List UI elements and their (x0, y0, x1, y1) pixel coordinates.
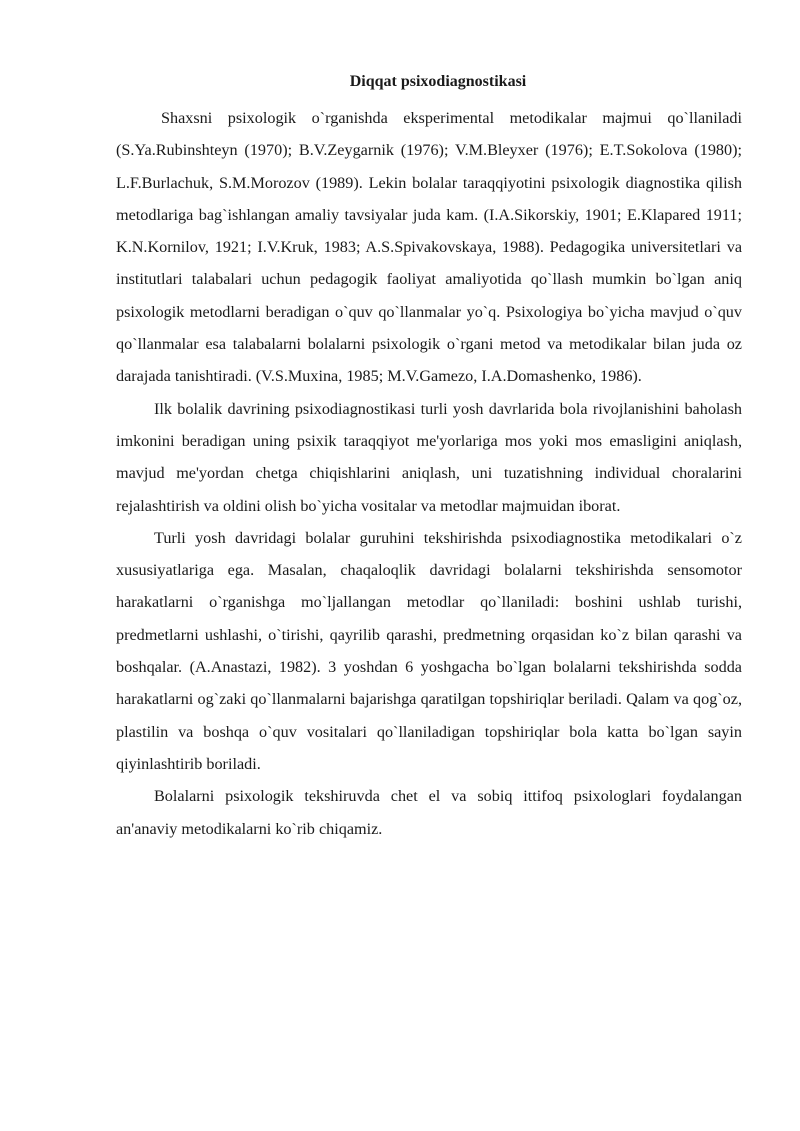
paragraph-4: Bolalarni psixologik tekshiruvda chet el va sobiq ittifoq psixologlari foydalangan an'anaviy metodikalarni ko`rib chiqamiz. (116, 787, 742, 838)
paragraph-3: Turli yosh davridagi bolalar guruhini tekshirishda psixodiagnostika metodikalari o`z xususiyatlariga ega. Masalan, chaqaloqlik davridagi bolalarni tekshirishda sensomotor harakatlarni o`rganishga mo`ljallangan metodlar qo`llaniladi: boshini ushlab turishi, predmetlarni ushlashi, o`tirishi, qayrilib qarashi, predmetning orqasidan ko`z bilan qarashi va boshqalar. (A.Anastazi, 1982). 3 yoshdan 6 yoshgacha bo`lgan bolalarni tekshirishda sodda harakatlarni og`zaki qo`llanmalarni bajarishga qaratilgan topshiriqlar beriladi. Qalam va qog`oz, plastilin va boshqa o`quv vositalari qo`llaniladigan topshiriqlar bola katta bo`lgan sayin qiyinlashtirib boriladi. (116, 528, 742, 773)
document-title: Diqqat psixodiagnostikasi (349, 73, 527, 90)
paragraph-1: Shaxsni psixologik o`rganishda eksperimental metodikalar majmui qo`llaniladi (S.Ya.Rubinshteyn (1970); B.V.Zeygarnik (1976); V.M.Bleyxer (1976); E.T.Sokolova (1980); L.F.Burlachuk, S.M.Morozov (1989). Lekin bolalar taraqqiyotini psixologik diagnostika qilish metodlariga bag`ishlangan amaliy tavsiyalar juda kam. (I.A.Sikorskiy, 1901; E.Klapared 1911; K.N.Kornilov, 1921; I.V.Kruk, 1983; A.S.Spivakovskaya, 1988). Pedagogika universitetlari va institutlari talabalari uchun pedagogik faoliyat amaliyotida qo`llash mumkin bo`lgan aniq psixologik metodlarni beradigan o`quv qo`llanmalar yo`q. Psixologiya bo`yicha mavjud o`quv qo`llanmalar esa talabalarni bolalarni psixologik o`rgani metod va metodikalar bilan juda oz darajada tanishtiradi. (V.S.Muxina, 1985; M.V.Gamezo, I.A.Domashenko, 1986). (116, 109, 742, 386)
document-page (116, 72, 742, 845)
paragraph-2: Ilk bolalik davrining psixodiagnostikasi turli yosh davrlarida bola rivojlanishini baholash imkonini beradigan uning psixik taraqqiyot me'yorlariga mos yoki mos emasligini aniqlash, mavjud me'yordan chetga chiqishlarini aniqlash, uni tuzatishning individual choralarini rejalashtirish va oldini olish bo`yicha vositalar va metodlar majmuidan iborat. (116, 399, 742, 515)
